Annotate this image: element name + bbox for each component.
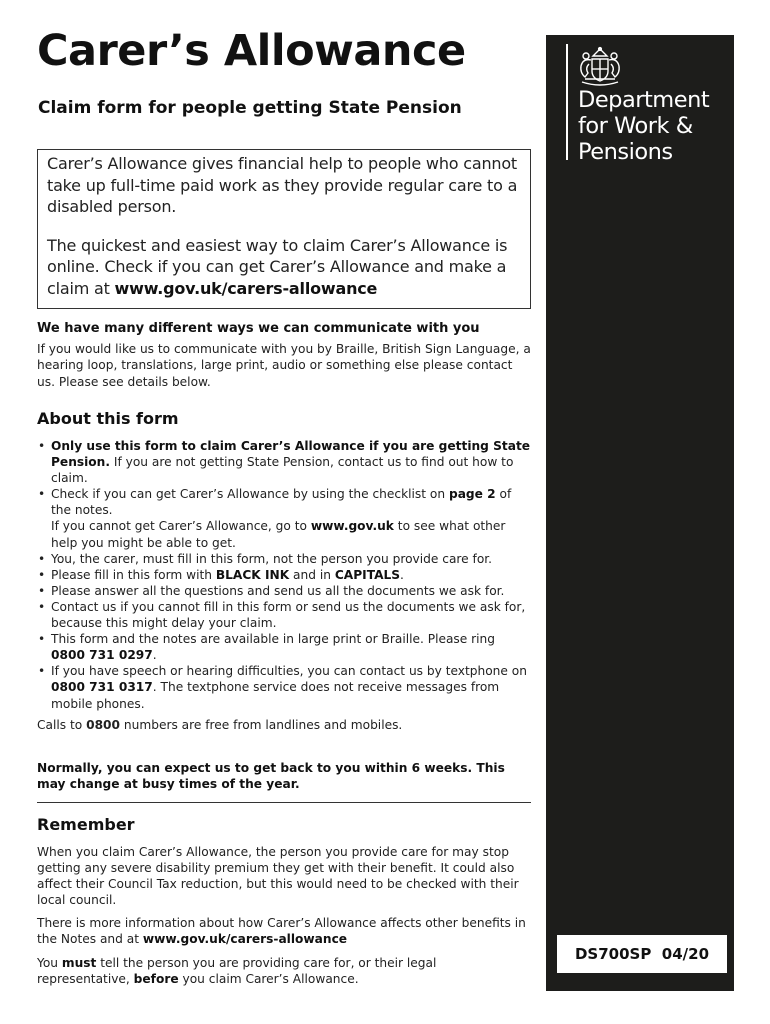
bullet-7-end: . [152,648,157,663]
dwp-sidebar [546,35,734,991]
remember-p3-text-1: You [37,955,62,970]
list-item [37,438,531,486]
form-title: Carer’s Allowance [37,26,466,76]
intro-box [37,149,531,309]
remember-before: before [133,971,179,986]
bullet-4-capitals: CAPITALS [334,567,401,582]
list-item [37,663,531,711]
bullet-2-text-4: to see what other help you might be able to get. [51,519,506,550]
dwp-logo [566,44,726,164]
calls-text-2: numbers are free from landlines and mobiles. [120,718,403,732]
intro-paragraph-2-text: The quickest and easiest way to claim Carer’s Allowance is online. Check if you can get Carer’s Allowance and make a claim at [47,235,508,298]
bullet-1-bold: Only use this form to claim Carer’s Allowance if you are getting State Pension. [51,439,531,470]
remember-section [37,844,531,987]
list-item [37,583,531,599]
remember-p3-text-2: tell the person you are providing care for, or their legal representative, [37,955,437,986]
response-time-note: Normally, you can expect us to get back to you within 6 weeks. This may change at busy times of the year. [37,761,505,792]
list-item [37,631,531,663]
intro-paragraph-1: Carer’s Allowance gives financial help to people who cannot take up full-time paid work as they provide regular care to a disabled person. [47,154,518,216]
royal-coat-of-arms-icon [577,46,623,88]
communication-heading: We have many different ways we can communicate with you [37,321,480,336]
bullet-4-text-3: . [400,567,404,582]
remember-paragraph-2 [37,915,531,947]
list-item [37,567,531,583]
remember-carers-allowance-link[interactable]: www.gov.uk/carers-allowance [142,932,348,947]
list-item [37,486,531,550]
remember-paragraph-1: When you claim Carer’s Allowance, the person you provide care for may stop getting any severe disability premium they get with their benefit. It could also affect their Council Tax reduction, but this would need to be checked with their local council. [37,845,519,908]
communication-body: If you would like us to communicate with you by Braille, British Sign Language, a hearing loop, translations, large print, audio or something else please contact us. Please see details below. [37,342,531,389]
bullet-4-text-1: Please fill in this form with [51,567,216,582]
about-bullet-list [37,438,531,712]
about-heading: About this form [37,409,179,428]
calls-text-1: Calls to [37,718,87,732]
bullet-1-text: If you are not getting State Pension, contact us to find out how to claim. [51,455,514,486]
form-subtitle: Claim form for people getting State Pension [38,98,462,118]
department-line-2: for Work & [578,113,693,139]
bullet-6-text: Contact us if you cannot fill in this form or send us the documents we ask for, because this might delay your claim. [51,599,526,631]
section-divider [37,802,531,803]
department-line-1: Department [578,87,710,113]
remember-must: must [61,955,97,970]
bullet-3-text: You, the carer, must fill in this form, not the person you provide care for. [51,551,493,566]
gov-uk-link[interactable]: www.gov.uk [310,519,394,534]
calls-0800: 0800 [86,718,121,732]
form-code-label: DS700SP 04/20 [557,935,727,973]
remember-heading: Remember [37,815,135,834]
bullet-5-text: Please answer all the questions and send us all the documents we ask for. [51,583,505,598]
bullet-2-text-1: Check if you can get Carer’s Allowance by using the checklist on [51,487,449,502]
remember-paragraph-3 [37,955,531,987]
bullet-2-text-3: If you cannot get Carer’s Allowance, go to [51,519,311,534]
calls-note [37,718,402,732]
bullet-8-text-2: . The textphone service does not receive messages from mobile phones. [51,680,500,711]
remember-p3-text-3: you claim Carer’s Allowance. [178,971,359,986]
list-item [37,599,531,631]
remember-paragraph-2-text: There is more information about how Carer’s Allowance affects other benefits in the Notes and at [37,916,526,947]
large-print-phone: 0800 731 0297 [51,648,153,663]
bullet-4-black-ink: BLACK INK [215,567,290,582]
intro-paragraph-2 [47,235,522,300]
bullet-7-text: This form and the notes are available in large print or Braille. Please ring [51,632,496,647]
carers-allowance-link[interactable]: www.gov.uk/carers-allowance [114,278,378,298]
bullet-4-text-2: and in [289,567,335,582]
textphone-number: 0800 731 0317 [51,680,153,695]
bullet-8-text-1: If you have speech or hearing difficulties, you can contact us by textphone on [51,664,527,679]
department-name [578,87,726,165]
logo-rule [566,44,568,160]
bullet-2-page-ref: page 2 [448,487,496,502]
list-item [37,551,531,567]
department-line-3: Pensions [578,139,673,165]
bullet-2-text-2: of the notes. [51,487,512,518]
